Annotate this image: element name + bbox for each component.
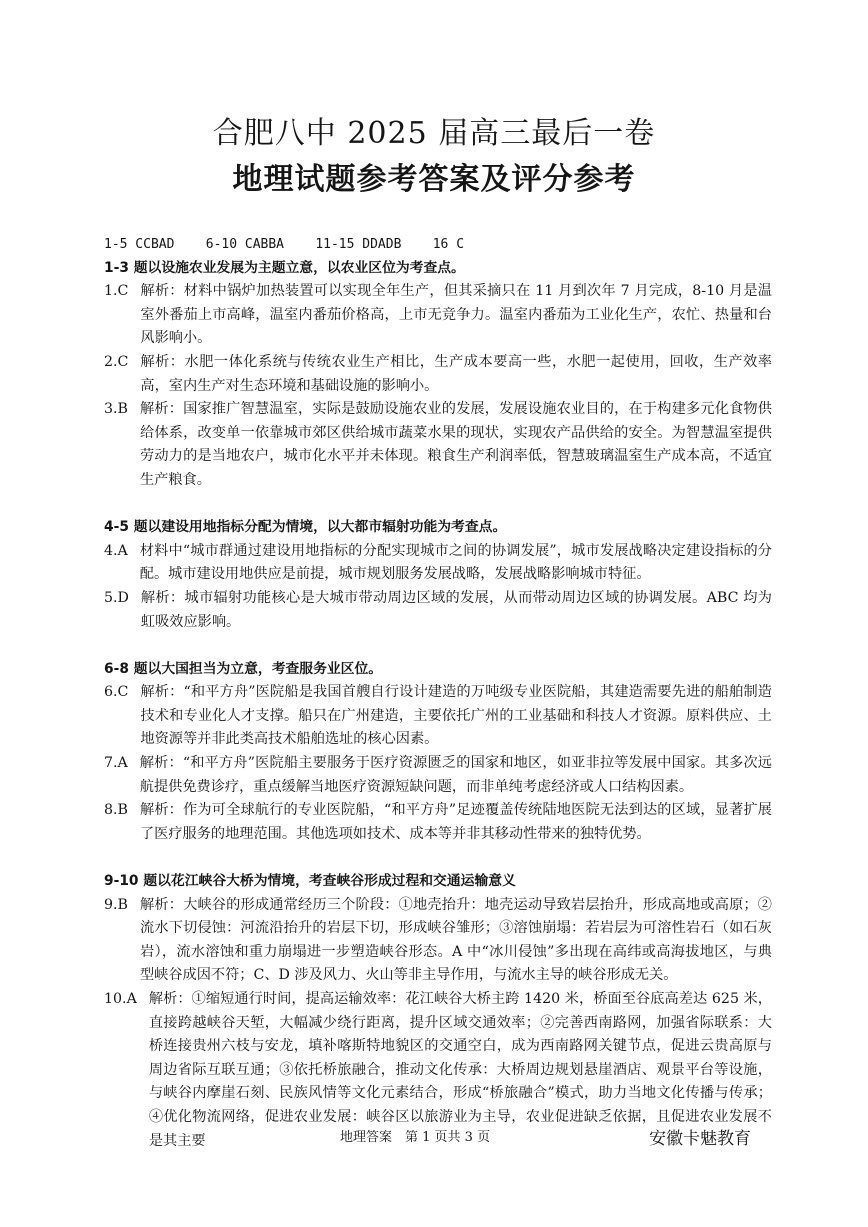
question-number: 10.A bbox=[104, 991, 137, 1007]
answer-key: 1-5 CCBAD 6-10 CABBA 11-15 DDADB 16 C bbox=[104, 237, 465, 252]
question-number: 6.C bbox=[104, 684, 129, 701]
question-number: 8.B bbox=[104, 802, 128, 819]
explanation-text: 材料中“城市群通过建设用地指标的分配实现城市之间的协调发展”，城市发展战略决定建设指标的分配。城市建设用地供应是前提，城市规划服务发展战略，发展战略影响城市特征。 bbox=[139, 542, 772, 583]
section-heading: 1-3 题以设施农业发展为主题立意，以农业区位为考查点。 bbox=[104, 259, 465, 276]
explanation-text: 解析：“和平方舟”医院船是我国首艘自行设计建造的万吨级专业医院船，其建造需要先进的船舶制造技术和专业化人才支撑。船只在广州建造，主要依托广州的工业基础和科技人才资源。原料供应、土地资源等并非此类高技术船舶选址的核心因素。 bbox=[140, 684, 772, 748]
question-number: 1.C bbox=[104, 283, 129, 300]
document-subtitle: 地理试题参考答案及评分参考 bbox=[232, 162, 636, 197]
explanation-text: 解析：①缩短通行时间，提高运输效率：花江峡谷大桥主跨 1420 米，桥面至谷底高差达 625 米，直接跨越峡谷天堑，大幅减少绕行距离，提升区域交通效率；②完善西南路网，加强省际联系：大桥连接贵州六枝与安龙，填补喀斯特地貌区的交通空白，成为西南路网关键节点，促进云贵高原与周边省际互联互通；③依托桥旅融合，推动文化传承：大桥周边规划悬崖酒店、观景平台等设施，与峡谷内摩崖石刻、民族风情等文化元素结合，形成“桥旅融合”模式，助力当地文化传播与传承；④优化物流网络，促进农业发展：峡谷区以旅游业为主导，农业促进缺乏依据，且促进农业发展不是其主要 bbox=[148, 991, 772, 1149]
explanation-text: 解析：水肥一体化系统与传统农业生产相比，生产成本要高一些，水肥一起使用，回收，生产效率高，室内生产对生态环境和基础设施的影响小。 bbox=[140, 353, 772, 394]
question-number: 3.B bbox=[104, 401, 128, 418]
explanation-item bbox=[104, 894, 772, 988]
explanation-item bbox=[104, 398, 772, 492]
answer-content bbox=[104, 233, 772, 1153]
explanation-text: 解析：国家推广智慧温室，实际是鼓励设施农业的发展，发展设施农业目的，在于构建多元化食物供给体系，改变单一依靠城市郊区供给城市蔬菜水果的现状，实现农产品供给的安全。为智慧温室提供劳动力的是当地农户，城市化水平并未体现。粮食生产利润率低，智慧玻璃温室生产成本高，不适宜生产粮食。 bbox=[139, 401, 772, 488]
document-title: 合肥八中 2025 届高三最后一卷 bbox=[212, 116, 656, 151]
explanation-text: 解析：大峡谷的形成通常经历三个阶段：①地壳抬升：地壳运动导致岩层抬升，形成高地或高原；②流水下切侵蚀：河流沿抬升的岩层下切，形成峡谷雏形；③溶蚀崩塌：若岩层为可溶性岩石（如石灰岩），流水溶蚀和重力崩塌进一步塑造峡谷形态。A 中“冰川侵蚀”多出现在高纬或高海拔地区，与典型峡谷成因不符；C、D 涉及风力、火山等非主导作用，与流水主导的峡谷形成无关。 bbox=[139, 896, 772, 984]
page-footer bbox=[0, 1124, 868, 1148]
question-number: 9.B bbox=[104, 896, 128, 913]
publisher-name: 安徽卡魅教育 bbox=[649, 1129, 751, 1149]
section-heading: 4-5 题以建设用地指标分配为情境，以大都市辐射功能为考查点。 bbox=[104, 519, 507, 536]
explanation-item bbox=[104, 799, 772, 846]
question-number: 5.D bbox=[104, 589, 129, 606]
explanation-text: 解析：作为可全球航行的专业医院船，“和平方舟”足迹覆盖传统陆地医院无法到达的区域，显著扩展了医疗服务的地理范围。其他选项如技术、成本等并非其移动性带来的独特优势。 bbox=[139, 802, 772, 842]
explanation-text: 解析：“和平方舟”医院船主要服务于医疗资源匮乏的国家和地区，如亚非拉等发展中国家。其多次远航提供免费诊疗，重点缓解当地医疗资源短缺问题，而非单纯考虑经济或人口结构因素。 bbox=[139, 755, 772, 795]
explanation-item bbox=[104, 280, 772, 351]
explanation-text: 解析：材料中锅炉加热装置可以实现全年生产，但其采摘只在 11 月到次年 7 月完成，8-10 月是温室外番茄上市高峰，温室内番茄价格高，上市无竞争力。温室内番茄为工业化生产，农忙、热量和台风影响小。 bbox=[140, 283, 772, 347]
explanation-item bbox=[104, 752, 772, 799]
question-number: 2.C bbox=[104, 353, 129, 370]
page-number: 地理答案 第 1 页共 3 页 bbox=[340, 1130, 491, 1145]
section-heading: 9-10 题以花江峡谷大桥为情境，考查峡谷形成过程和交通运输意义 bbox=[104, 873, 516, 890]
section-heading: 6-8 题以大国担当为立意，考查服务业区位。 bbox=[104, 660, 383, 677]
explanation-item bbox=[104, 587, 772, 634]
explanation-item bbox=[104, 351, 772, 398]
explanation-item bbox=[104, 540, 772, 587]
explanation-item bbox=[104, 681, 772, 752]
question-number: 4.A bbox=[104, 542, 128, 559]
question-number: 7.A bbox=[104, 755, 128, 772]
explanation-text: 解析：城市辐射功能核心是大城市带动周边区域的发展，从而带动周边区域的协调发展。ABC 均为虹吸效应影响。 bbox=[140, 589, 772, 630]
